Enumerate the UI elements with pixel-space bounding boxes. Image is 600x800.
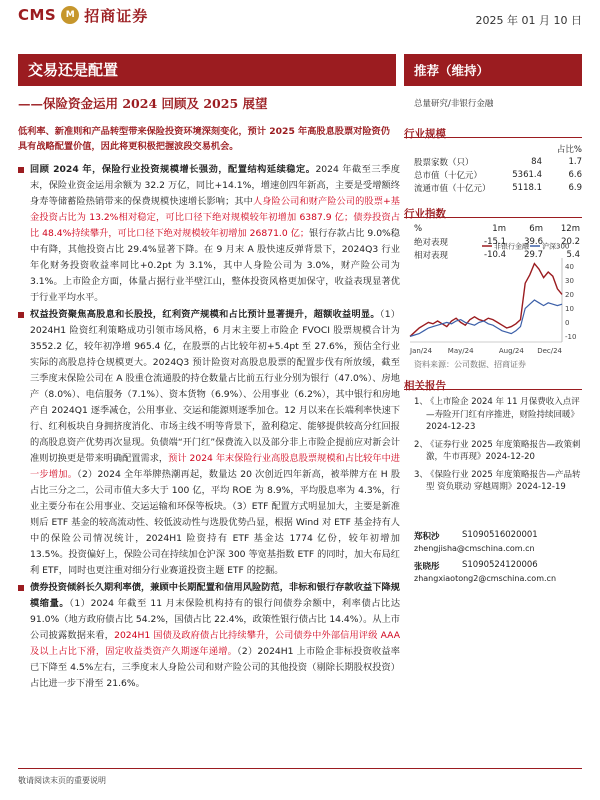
analyst-code: S1090524120006 bbox=[462, 560, 538, 570]
table-header-row bbox=[414, 142, 582, 155]
pct-header: 占比% bbox=[556, 144, 582, 155]
related-report-item[interactable] bbox=[414, 469, 584, 494]
paragraph-lead: 回顾 2024 年，保险行业投资规模增长强劲，配置结构延续稳定。 bbox=[30, 164, 316, 175]
item-text: 《上市险企 2024 年 11 月保费收入点评—寿险开门红有序推进，财险持续回暖》2024-12-23 bbox=[426, 397, 580, 432]
industry-index-heading bbox=[404, 202, 582, 218]
y-tick-label: 10 bbox=[565, 304, 574, 313]
paragraph-1 bbox=[18, 162, 400, 306]
chart-source: 资料来源：公司数据、招商证券 bbox=[414, 360, 526, 369]
col-header: 12m bbox=[560, 223, 580, 234]
rating: 推荐（维持） bbox=[414, 63, 490, 78]
row-label: 流通市值（十亿元） bbox=[414, 183, 491, 194]
title-band bbox=[18, 54, 396, 86]
item-number: 1、 bbox=[414, 397, 428, 407]
paragraph-2 bbox=[18, 307, 400, 579]
analyst-name: 郑积沙 bbox=[414, 532, 440, 542]
report-date: 2025 年 01 月 10 日 bbox=[475, 14, 582, 27]
y-tick-label: -10 bbox=[565, 332, 577, 341]
related-reports-title: 相关报告 bbox=[404, 380, 446, 392]
report-body bbox=[18, 162, 400, 693]
row-value: 84 bbox=[531, 156, 542, 167]
legend-label: 沪深300 bbox=[542, 242, 570, 251]
related-report-item[interactable] bbox=[414, 439, 584, 464]
bullet-icon bbox=[18, 167, 24, 173]
industry-scale-table bbox=[414, 142, 582, 194]
bullet-icon bbox=[18, 312, 24, 318]
paragraph-highlight: 2024H1 国债及政府债占比持续攀升，公司债券中外部信用评级 AAA 及以上占比下滑，固定收益类资产久期逐年递增。 bbox=[30, 630, 400, 657]
paragraph-text: （1）2024 年截至 11 月末保险机构持有的银行间债券余额中，利率债占比达 91.0%（地方政府债占比 54.2%，国债占比 22.4%，政策性银行债占比 14.4%）。从上市公司披露数据来看， bbox=[30, 598, 401, 641]
y-tick-label: 30 bbox=[565, 276, 574, 285]
related-reports-heading bbox=[404, 374, 582, 390]
related-report-item[interactable] bbox=[414, 396, 584, 434]
logo bbox=[18, 0, 148, 30]
col-header: 6m bbox=[529, 223, 543, 234]
cell: 29.7 bbox=[524, 249, 543, 260]
analyst-code: S1090516020001 bbox=[462, 530, 538, 540]
bullet-icon bbox=[18, 585, 24, 591]
analyst-email[interactable]: zhangxiaotong2@cmschina.com.cn bbox=[414, 574, 557, 583]
paragraph-text: 2024 年截至三季度末，保险业资金运用余额为 32.2 万亿，同比+14.1%，增速创四年新高，主要是受增额终身寿等储蓄险热销带来的保费规模快速增长影响；其中 bbox=[30, 164, 400, 207]
row-label: 相对表现 bbox=[414, 250, 449, 261]
cell: 20.2 bbox=[561, 236, 580, 247]
y-tick-label: 0 bbox=[565, 318, 570, 327]
row-value: 5118.1 bbox=[512, 182, 542, 193]
industry-scale-heading bbox=[404, 122, 582, 138]
industry-index-title: 行业指数 bbox=[404, 208, 446, 220]
item-number: 3、 bbox=[414, 469, 428, 480]
table-row bbox=[414, 181, 582, 194]
x-tick-label: Dec/24 bbox=[537, 347, 562, 355]
col-header: % bbox=[414, 223, 423, 234]
item-number: 2、 bbox=[414, 439, 428, 450]
y-tick-label: 40 bbox=[565, 262, 574, 271]
abstract: 低利率、新准则和产品转型带来保险投资环境深刻变化，预计 2025 年高股息股票对险资仍具有战略配置价值，因此将更积极把握波段交易机会。 bbox=[18, 126, 390, 152]
paragraph-lead: 债券投资倾斜长久期利率债，兼顾中长期配置和信用风险防范，非标和银行存款收益下降规模缩量。 bbox=[30, 582, 400, 609]
logo-mark-icon: M bbox=[61, 6, 79, 24]
row-value: 5361.4 bbox=[512, 169, 542, 180]
table-row bbox=[414, 155, 582, 168]
paragraph-highlight: 预计 2024 年末保险行业高股息股票规模和占比较年中进一步增加。 bbox=[30, 453, 400, 480]
industry-scale-title: 行业规模 bbox=[404, 128, 446, 140]
item-text: 《证券行业 2025 年度策略报告—政策刺激，牛市再现》2024-12-20 bbox=[426, 439, 581, 462]
analyst-email[interactable]: zhengjisha@cmschina.com.cn bbox=[414, 544, 535, 553]
paragraph-3 bbox=[18, 580, 400, 692]
logo-en: CMS bbox=[18, 6, 57, 24]
legend-label: 非银行金融 bbox=[494, 242, 529, 251]
cell: -10.4 bbox=[484, 249, 506, 260]
paragraph-text: （2）2024H1 上市险企非标投资收益率已下降至 4.5%左右，三季度末人身险公司和财产险公司的其他投资（剔除长期股权投资）占比进一步下滑至 21.6%。 bbox=[30, 646, 400, 689]
row-pct: 1.7 bbox=[568, 156, 582, 167]
series-line-csi300 bbox=[410, 300, 562, 336]
x-tick-label: May/24 bbox=[447, 347, 474, 355]
col-header: 1m bbox=[492, 223, 506, 234]
cell: -15.1 bbox=[484, 236, 506, 247]
cell: 39.6 bbox=[524, 236, 543, 247]
item-text: 《保险行业 2025 年度策略报告—产品转型 资负联动 穿越周期》2024-12-19 bbox=[426, 469, 581, 492]
index-performance-chart bbox=[404, 238, 582, 358]
rating-band bbox=[404, 54, 582, 86]
paragraph-text: （2）2024 全年举牌热潮再起，数量达 20 次创近四年新高，被举牌方在 H 股占比三分之二，公司市值大多大于 100 亿，平均 ROE 为 8.9%，平均股息率为 4.3%，行业主要分布在公用事业、交运运输和环保等板块。（3）ETF 配置方式明显加大，主要是新准则后 ETF 基金的较高流动性、较低波动性与选股优势凸显，根据 Wind 对 ETF 基金持有人中的保险公司情况统计，2024H1 险资持有 ETF 基金达 1774 亿份，较年初增加 13.5%。投资偏好上，保险公司在持续加仓沪深 300 等宽基指数 ETF 的同时，加大布局红利 ETF，同时也更注重对细分行业赛道投资主题 ETF 的挖掘。 bbox=[30, 469, 401, 576]
cell: 5.4 bbox=[566, 249, 580, 260]
page-title: 交易还是配置 bbox=[28, 61, 119, 79]
x-tick-label: Jan/24 bbox=[410, 347, 433, 355]
row-label: 股票家数（只） bbox=[414, 157, 474, 168]
row-label: 总市值（十亿元） bbox=[414, 170, 483, 181]
analyst-row bbox=[414, 560, 584, 572]
analyst-email-row bbox=[414, 574, 584, 586]
footer-divider bbox=[18, 768, 582, 769]
related-reports-list bbox=[414, 396, 584, 499]
paragraph-lead: 权益投资聚焦高股息和长股投，红利资产规模和占比预计显著提升，超额收益明显。 bbox=[30, 309, 380, 320]
analyst-email-row bbox=[414, 544, 584, 556]
footer-note: 敬请阅读末页的重要说明 bbox=[18, 776, 106, 785]
analyst-name: 张晓彤 bbox=[414, 562, 440, 572]
sector-label: 总量研究/非银行金融 bbox=[414, 99, 494, 109]
y-tick-label: 20 bbox=[565, 290, 574, 299]
row-pct: 6.9 bbox=[568, 182, 582, 193]
x-tick-label: Aug/24 bbox=[498, 347, 524, 355]
page-subtitle: ——保险资金运用 2024 回顾及 2025 展望 bbox=[18, 96, 268, 111]
table-header-row bbox=[414, 222, 582, 235]
analyst-row bbox=[414, 530, 584, 542]
logo-cn: 招商证券 bbox=[84, 6, 149, 25]
paragraph-text: 银行存款占比 9.0%稳中有降，其他投资占比 29.4%显著下降。在 9 月末 A 股快速反弹背景下，2024Q3 行业年化财务投资收益率同比+0.2pt 为 3.1%，其中人身险公司为 3.0%，财产险公司为 3.1%。上市险企方面，体量占据行业半壁江山，整体投资风格更加保守，收益表现显著优于行业平均水平。 bbox=[30, 228, 400, 303]
paragraph-highlight: 人身险公司和财产险公司的股票+基金投资占比为 13.2%相对稳定，可比口径下绝对规模较年初增加 6387.9 亿；债券投资占比 48.4%持续攀升，可比口径下绝对规模较年初增加 26871.0 亿； bbox=[30, 196, 400, 239]
table-row bbox=[414, 168, 582, 181]
page-header bbox=[0, 0, 600, 40]
paragraph-text: （1）2024H1 险资红利策略成功引领市场风格，6 月末主要上市险企 FVOCI 股票规模合计为 3552.2 亿，较年初净增 965.4 亿，在股票的占比较年初+5.4pt 至 27.6%，预估全行业实际的高股息持仓规模更大。2024Q3 预计险资对高股息股票的配置步伐有所放缓，截至三季度末保险公司在 A 股重仓流通股的持仓数量占比前五行业分别为银行（47.0%）、房地产（8.0%）、电信服务（7.1%）、资本货物（6.9%）、公用事业（6.2%），其中银行和房地产自 2024Q1 逐季减仓，公用事业、交运和能源则逐季加仓。12 月以来在长端利率快速下行、红利板块自身拥挤度消化、市场主线不明等背景下，盈利稳定、能够提供较高分红回报的高股息资产优势再次显现。负债端“开门红”保费流入以及部分非上市险企提前应对新会计准则切换更是带来明确配置需求， bbox=[30, 309, 400, 464]
row-label: 绝对表现 bbox=[414, 237, 449, 248]
row-pct: 6.6 bbox=[568, 169, 582, 180]
series-line-nonbank-finance bbox=[410, 264, 562, 337]
